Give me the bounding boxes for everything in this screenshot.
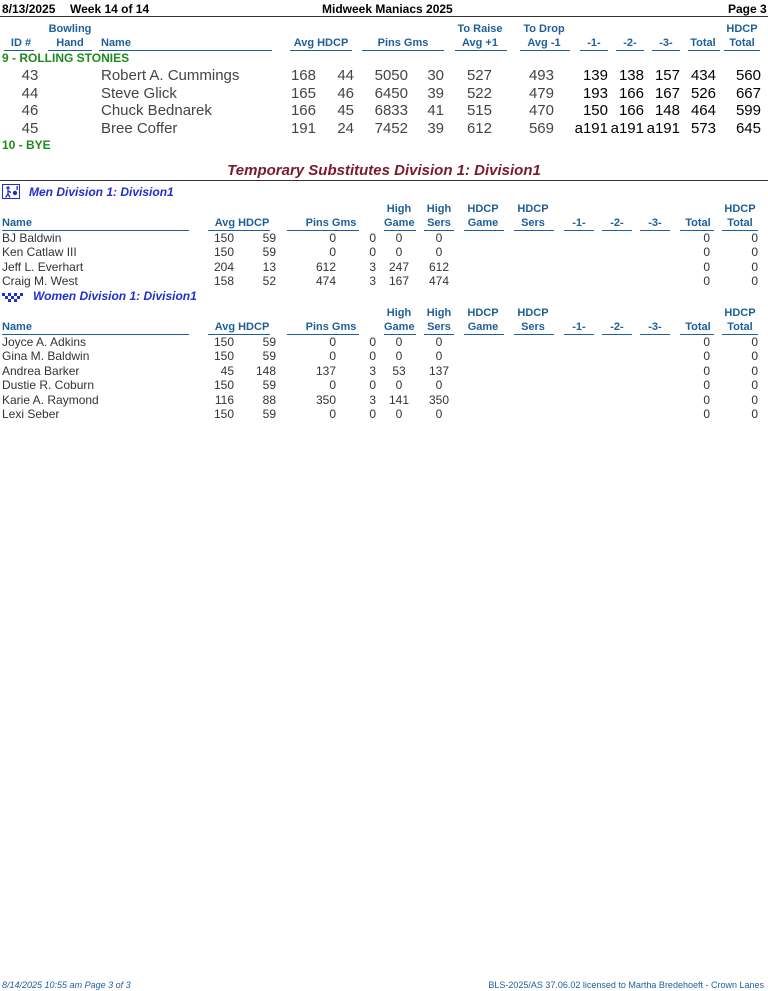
col-id: ID # [10, 37, 32, 49]
sub-name: Gina M. Baldwin [2, 349, 90, 364]
sub-average: 150 [213, 245, 234, 260]
handicap-total: 560 [735, 67, 761, 84]
bowler-name: Bree Coffer [101, 120, 178, 138]
header-underline [640, 230, 670, 231]
bowler-handicap: 45 [337, 102, 354, 120]
sub-average: 150 [213, 231, 234, 245]
sub-games: 3 [369, 274, 376, 289]
header-underline [602, 334, 632, 335]
bowler-pins: 6450 [374, 84, 408, 102]
sub-total: 0 [703, 363, 710, 378]
sub-high-game: 0 [395, 335, 403, 349]
sub-high-series: 0 [435, 349, 443, 364]
sub-name: BJ Baldwin [2, 231, 62, 245]
sub-col-avg-hdcp: Avg HDCP [214, 217, 270, 229]
bowler-id: 46 [21, 102, 39, 120]
game1-score: 193 [582, 84, 608, 102]
sub-hdcp-total: 0 [751, 378, 758, 393]
sub-high-game: 141 [388, 392, 410, 407]
sub-handicap: 59 [262, 231, 276, 245]
header-underline [602, 230, 632, 231]
game3-score: a191 [646, 120, 680, 138]
sub-col-hdcp: HDCP [517, 203, 549, 215]
sub-average: 45 [220, 363, 234, 378]
sub-col-pins-gms: Pins Gms [305, 321, 357, 333]
substitutes-rule [0, 180, 768, 181]
col-to-raise: To Raise [457, 23, 503, 35]
handicap-total: 645 [735, 120, 761, 138]
sub-col-game1: -1- [572, 321, 586, 333]
men-bowling-icon [2, 184, 20, 199]
sub-hdcp-total: 0 [751, 274, 758, 289]
sub-games: 3 [369, 259, 376, 274]
sub-high-game: 0 [395, 245, 403, 260]
sub-col-hdcp: HDCP [724, 307, 756, 319]
sub-hdcp-total: 0 [751, 259, 758, 274]
sub-games: 0 [369, 335, 376, 349]
game2-score: 166 [618, 102, 644, 120]
bowler-average: 191 [290, 120, 316, 138]
sub-col-high: High [386, 203, 412, 215]
sub-col-high: High [426, 307, 452, 319]
women-group-label: Women Division 1: Division1 [33, 289, 197, 303]
game1-score: a191 [574, 120, 608, 138]
sub-pins: 0 [329, 407, 336, 421]
col-avg-hdcp: Avg HDCP [293, 37, 349, 49]
bowler-handicap: 46 [337, 84, 354, 102]
series-total: 464 [690, 102, 716, 120]
sub-average: 150 [213, 407, 234, 421]
game1-score: 139 [582, 67, 608, 84]
series-total: 434 [690, 67, 716, 84]
sub-col-high-game: Game [384, 217, 415, 229]
sub-high-series: 474 [428, 274, 450, 289]
sub-average: 150 [213, 335, 234, 349]
col-total: Total [690, 37, 716, 49]
sub-high-series: 350 [428, 392, 450, 407]
to-drop-value: 470 [528, 102, 554, 120]
sub-handicap: 59 [262, 407, 276, 421]
col-avg-minus: Avg -1 [527, 37, 561, 49]
footer-license: BLS-2025/AS 37.06.02 licensed to Martha Bredehoeft - Crown Lanes [488, 980, 764, 990]
sub-name: Dustie R. Coburn [2, 378, 95, 393]
sub-total: 0 [703, 407, 710, 421]
handicap-total: 599 [735, 102, 761, 120]
to-drop-value: 479 [528, 84, 554, 102]
game2-score: 138 [618, 67, 644, 84]
sub-games: 0 [369, 378, 376, 393]
team-label: 9 - ROLLING STONIES [2, 51, 130, 65]
col-bowling: Bowling [48, 23, 92, 35]
sub-pins: 0 [329, 349, 336, 364]
sub-high-series: 0 [435, 407, 443, 421]
sub-high-series: 0 [435, 231, 443, 245]
bowler-name: Robert A. Cummings [101, 67, 240, 84]
sub-hdcp-total: 0 [751, 349, 758, 364]
sub-high-series: 137 [428, 363, 450, 378]
sub-col-game2: -2- [610, 321, 624, 333]
sub-games: 0 [369, 407, 376, 421]
sub-col-high: High [386, 307, 412, 319]
col-game1: -1- [587, 37, 601, 49]
header-underline [564, 230, 594, 231]
bowler-id: 45 [21, 120, 39, 138]
sub-hdcp-total: 0 [751, 363, 758, 378]
sub-total: 0 [703, 349, 710, 364]
bowler-pins: 7452 [374, 120, 408, 138]
report-date: 8/13/2025 [2, 2, 56, 16]
sub-col-high-sers: Sers [427, 217, 451, 229]
sub-col-hdcp: HDCP [467, 307, 499, 319]
sub-average: 158 [213, 274, 234, 289]
sub-col-hdcp-sers: Sers [521, 321, 545, 333]
sub-total: 0 [703, 378, 710, 393]
sub-col-hdcp-total: Total [727, 321, 753, 333]
game3-score: 157 [654, 67, 680, 84]
sub-games: 0 [369, 245, 376, 260]
bowler-id: 44 [21, 84, 39, 102]
sub-col-game3: -3- [648, 321, 662, 333]
sub-hdcp-total: 0 [751, 231, 758, 245]
sub-average: 150 [213, 349, 234, 364]
sub-hdcp-total: 0 [751, 392, 758, 407]
bowler-pins: 5050 [374, 67, 408, 84]
sub-handicap: 148 [255, 363, 276, 378]
sub-pins: 0 [329, 231, 336, 245]
bowler-id: 43 [21, 67, 39, 84]
sub-high-game: 0 [395, 231, 403, 245]
bowler-pins: 6833 [374, 102, 408, 120]
game2-score: a191 [610, 120, 644, 138]
handicap-total: 667 [735, 84, 761, 102]
sub-name: Andrea Barker [2, 363, 80, 378]
sub-total: 0 [703, 274, 710, 289]
col-hdcp-total: Total [729, 37, 755, 49]
sub-col-total: Total [685, 321, 711, 333]
sub-handicap: 13 [262, 259, 276, 274]
header-underline [640, 334, 670, 335]
game3-score: 167 [654, 84, 680, 102]
sub-col-hdcp-game: Game [467, 217, 499, 229]
sub-high-series: 0 [435, 245, 443, 260]
col-avg-plus: Avg +1 [462, 37, 498, 49]
game1-score: 150 [582, 102, 608, 120]
substitutes-title: Temporary Substitutes Division 1: Division1 [227, 162, 541, 179]
sub-name: Ken Catlaw III [2, 245, 77, 260]
col-hdcp: HDCP [726, 23, 758, 35]
series-total: 573 [690, 120, 716, 138]
header-underline [464, 334, 504, 335]
sub-total: 0 [703, 245, 710, 260]
sub-name: Craig M. West [2, 274, 78, 289]
page-number: Page 3 [728, 2, 767, 16]
sub-name: Lexi Seber [2, 407, 60, 421]
sub-hdcp-total: 0 [751, 407, 758, 421]
col-game3: -3- [659, 37, 673, 49]
sub-pins: 0 [329, 378, 336, 393]
sub-high-game: 167 [388, 274, 410, 289]
sub-hdcp-total: 0 [751, 335, 758, 349]
sub-handicap: 59 [262, 335, 276, 349]
sub-total: 0 [703, 259, 710, 274]
sub-name: Jeff L. Everhart [2, 259, 84, 274]
to-drop-value: 493 [528, 67, 554, 84]
game2-score: 166 [618, 84, 644, 102]
sub-high-game: 0 [395, 378, 403, 393]
bowler-name: Chuck Bednarek [101, 102, 212, 120]
sub-games: 0 [369, 231, 376, 245]
sub-col-avg-hdcp: Avg HDCP [214, 321, 270, 333]
header-rule [0, 16, 768, 17]
to-raise-value: 527 [466, 67, 492, 84]
sub-high-series: 612 [428, 259, 450, 274]
sub-name: Karie A. Raymond [2, 392, 99, 407]
sub-average: 150 [213, 378, 234, 393]
sub-col-high-sers: Sers [427, 321, 451, 333]
sub-total: 0 [703, 335, 710, 349]
sub-col-game2: -2- [610, 217, 624, 229]
sub-name: Joyce A. Adkins [2, 335, 87, 349]
bowler-games: 41 [427, 102, 444, 120]
bowler-name: Steve Glick [101, 84, 177, 102]
league-title: Midweek Maniacs 2025 [322, 2, 453, 16]
to-raise-value: 522 [466, 84, 492, 102]
sub-average: 204 [213, 259, 234, 274]
women-bowling-icon [2, 290, 26, 300]
sub-pins: 474 [315, 274, 336, 289]
series-total: 526 [690, 84, 716, 102]
bowler-average: 165 [290, 84, 316, 102]
sub-handicap: 59 [262, 378, 276, 393]
sub-games: 3 [369, 392, 376, 407]
sub-col-total: Total [685, 217, 711, 229]
week-label: Week 14 of 14 [70, 2, 150, 16]
sub-handicap: 59 [262, 349, 276, 364]
sub-col-high: High [426, 203, 452, 215]
col-to-drop: To Drop [523, 23, 565, 35]
sub-games: 3 [369, 363, 376, 378]
header-underline [564, 334, 594, 335]
sub-high-game: 247 [388, 259, 410, 274]
sub-col-hdcp: HDCP [724, 203, 756, 215]
bowler-games: 39 [427, 84, 444, 102]
sub-col-hdcp: HDCP [517, 307, 549, 319]
sub-high-game: 0 [395, 349, 403, 364]
sub-pins: 350 [315, 392, 336, 407]
footer-timestamp: 8/14/2025 10:55 am Page 3 of 3 [2, 980, 131, 990]
sub-col-name: Name [2, 217, 32, 229]
sub-col-hdcp-game: Game [467, 321, 499, 333]
bowler-handicap: 24 [337, 120, 354, 138]
col-hand: Hand [56, 37, 84, 49]
sub-col-game1: -1- [572, 217, 586, 229]
sub-pins: 137 [315, 363, 336, 378]
col-game2: -2- [623, 37, 637, 49]
bowler-games: 30 [427, 67, 444, 84]
sub-col-hdcp-total: Total [727, 217, 753, 229]
sub-hdcp-total: 0 [751, 245, 758, 260]
sub-high-series: 0 [435, 378, 443, 393]
sub-col-hdcp-sers: Sers [521, 217, 545, 229]
sub-pins: 612 [315, 259, 336, 274]
sub-high-game: 53 [392, 363, 406, 378]
header-underline [514, 230, 554, 231]
sub-handicap: 88 [262, 392, 276, 407]
sub-col-hdcp: HDCP [467, 203, 499, 215]
team-label: 10 - BYE [2, 138, 51, 152]
bowler-handicap: 44 [337, 67, 354, 84]
sub-handicap: 59 [262, 245, 276, 260]
header-underline [514, 334, 554, 335]
sub-total: 0 [703, 392, 710, 407]
sub-col-game3: -3- [648, 217, 662, 229]
col-name: Name [101, 37, 131, 49]
bowler-games: 39 [427, 120, 444, 138]
sub-col-name: Name [2, 321, 32, 333]
sub-col-pins-gms: Pins Gms [305, 217, 357, 229]
sub-games: 0 [369, 349, 376, 364]
sub-high-game: 0 [395, 407, 403, 421]
bowler-average: 168 [290, 67, 316, 84]
sub-average: 116 [214, 392, 234, 407]
to-drop-value: 569 [528, 120, 554, 138]
to-raise-value: 612 [466, 120, 492, 138]
men-group-label: Men Division 1: Division1 [29, 185, 174, 199]
sub-pins: 0 [329, 335, 336, 349]
sub-handicap: 52 [262, 274, 276, 289]
header-underline [464, 230, 504, 231]
sub-col-high-game: Game [384, 321, 415, 333]
to-raise-value: 515 [466, 102, 492, 120]
sub-high-series: 0 [435, 335, 443, 349]
sub-pins: 0 [329, 245, 336, 260]
bowler-average: 166 [290, 102, 316, 120]
game3-score: 148 [654, 102, 680, 120]
sub-total: 0 [703, 231, 710, 245]
col-pins-gms: Pins Gms [377, 37, 429, 49]
